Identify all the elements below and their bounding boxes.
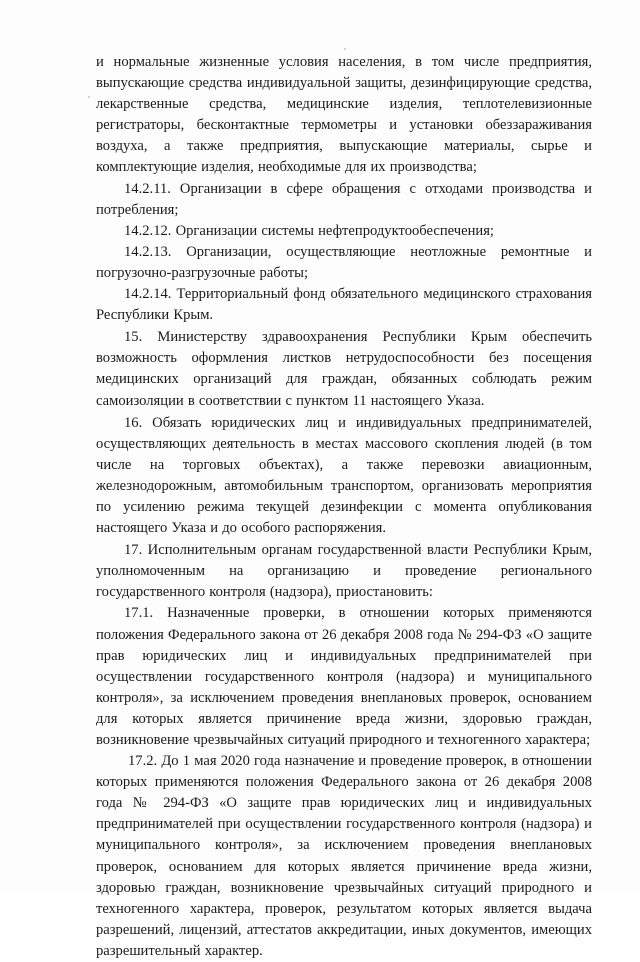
scan-speck [88,96,90,98]
paragraph-14-2-14: 14.2.14. Территориальный фонд обязательного медицинского страхования Республики Крым. [96,286,592,324]
paragraph-14-2-13: 14.2.13. Организации, осуществляющие неотложные ремонтные и погрузочно-разгрузочные работы; [96,243,592,281]
paragraph-17-2: 17.2. До 1 мая 2020 года назначение и проведение проверок, в отношении которых применяются положения Федерального закона от 26 декабря 2008 года № 294-ФЗ «О защите прав юридических лиц и индивидуальных предпринимателей при осуществлении государственного контроля (надзора) и муниципального контроля», за исключением проведения внеплановых проверок, основанием для которых является причинение вреда жизни, здоровью граждан, возникновение чрезвычайных ситуаций природного и техногенного характера, проверок, результатом которых является выдача разрешений, лицензий, аттестатов аккредитации, иных документов, имеющих разрешительный характер. [96,753,592,959]
paragraph-14-2-11: 14.2.11. Организации в сфере обращения с отходами производства и потребления; [96,180,592,218]
paragraph-continuation: и нормальные жизненные условия населения, в том числе предприятия, выпускающие средства индивидуальной защиты, дезинфицирующие средства, лекарственные средства, медицинские изделия, теплотелевизионные регистраторы, бесконтактные термометры и установки обеззараживания воздуха, а также предприятия, выпускающие материалы, сырье и комплектующие изделия, необходимые для их производства; [96,54,592,176]
paragraph-15: 15. Министерству здравоохранения Республики Крым обеспечить возможность оформления листков нетрудоспособности без посещения медицинских организаций для граждан, обязанных соблюдать режим самоизоляции в соответствии с пунктом 11 настоящего Указа. [96,329,592,409]
paragraph-17-1: 17.1. Назначенные проверки, в отношении которых применяются положения Федерального закона от 26 декабря 2008 года № 294-ФЗ «О защите прав юридических лиц и индивидуальных предпринимателей при осуществлении государственного контроля (надзора) и муниципального контроля», за исключением проведения внеплановых проверок, основанием для которых является причинение вреда жизни, здоровью граждан, возникновение чрезвычайных ситуаций природного и техногенного характера; [96,605,592,748]
scan-speck [344,48,346,50]
paragraph-14-2-12: 14.2.12. Организации системы нефтепродуктообеспечения; [124,222,494,239]
paragraph-16: 16. Обязать юридических лиц и индивидуальных предпринимателей, осуществляющих деятельность в местах массового скопления людей (в том числе на торговых объектах), а также перевозки авиационным, железнодорожным, автомобильным транспортом, организовать мероприятия по усилению режима текущей дезинфекции с момента опубликования настоящего Указа и до особого распоряжения. [96,414,592,537]
paragraph-17: 17. Исполнительным органам государственной власти Республики Крым, уполномоченным на организацию и проведение регионального государственного контроля (надзора), приостановить: [96,542,592,601]
document-body [96,52,592,962]
